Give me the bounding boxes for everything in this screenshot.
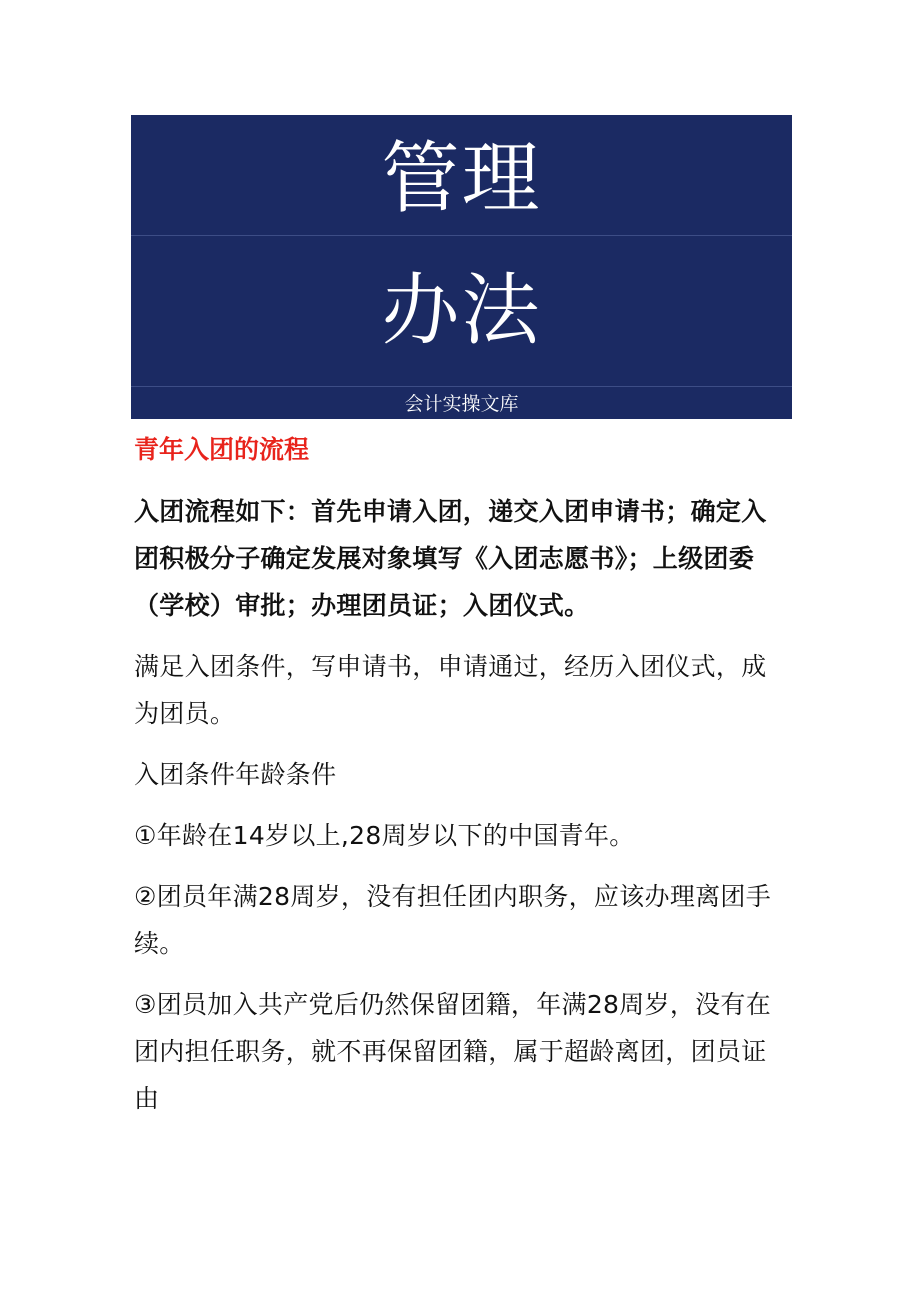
document-body — [134, 428, 786, 1136]
paragraph-condition-2: ②团员年满28周岁，没有担任团内职务，应该办理离团手续。 — [134, 882, 772, 958]
cover-subtitle: 会计实操文库 — [404, 393, 519, 415]
paragraph-process: 入团流程如下：首先申请入团，递交入团申请书；确定入团积极分子确定发展对象填写《入团志愿书》；上级团委（学校）审批；办理团员证；入团仪式。 — [134, 497, 767, 620]
paragraph-conditions-title: 入团条件年龄条件 — [134, 760, 337, 789]
paragraph-condition-3: ③团员加入共产党后仍然保留团籍，年满28周岁，没有在团内担任职务，就不再保留团籍，属于超龄离团，团员证由 — [134, 990, 772, 1113]
paragraph-condition-1: ①年龄在14岁以上,28周岁以下的中国青年。 — [134, 821, 635, 850]
cover-title-line-1: 管理 — [381, 134, 542, 224]
cover-banner — [131, 115, 792, 419]
section-heading: 青年入团的流程 — [134, 435, 310, 464]
cover-title-line-2: 办法 — [381, 266, 542, 356]
paragraph-summary: 满足入团条件，写申请书，申请通过，经历入团仪式，成为团员。 — [134, 652, 767, 728]
cover-divider-bottom — [131, 386, 792, 387]
